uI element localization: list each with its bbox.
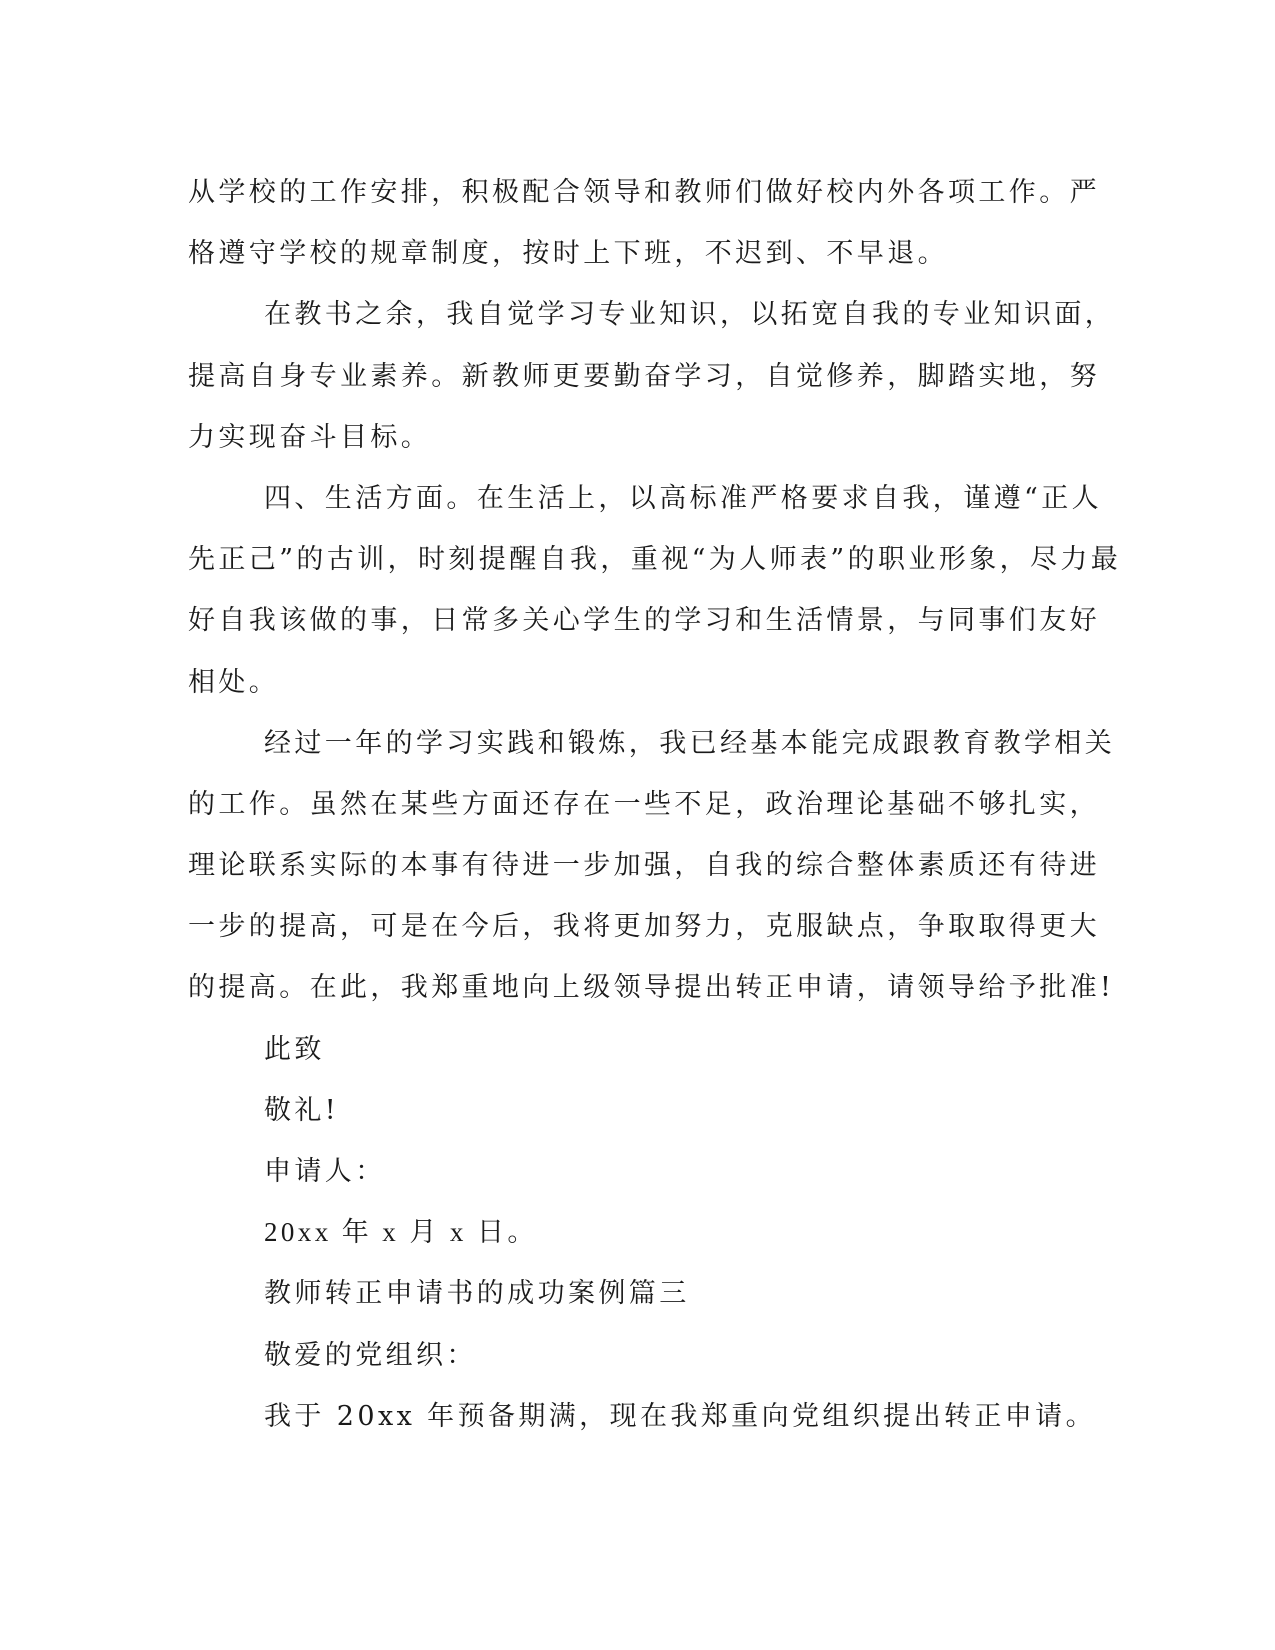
text-line: 在教书之余，我自觉学习专业知识，以拓宽自我的专业知识面， <box>264 299 1116 331</box>
text-line: 的提高。在此，我郑重地向上级领导提出转正申请，请领导给予批准! <box>188 972 1115 1004</box>
applicant-label: 申请人： <box>264 1156 386 1187</box>
text-line: 的工作。虽然在某些方面还存在一些不足，政治理论基础不够扎实， <box>188 788 1100 820</box>
text-line: 格遵守学校的规章制度，按时上下班，不迟到、不早退。 <box>188 238 948 270</box>
text-line: 经过一年的学习实践和锻炼，我已经基本能完成跟教育教学相关 <box>264 727 1116 759</box>
text-line: 相处。 <box>188 666 280 698</box>
text-line: 好自我该做的事，日常多关心学生的学习和生活情景，与同事们友好 <box>188 605 1100 637</box>
section-title: 教师转正申请书的成功案例篇三 <box>264 1278 690 1310</box>
text-line: 理论联系实际的本事有待进一步加强，自我的综合整体素质还有待进 <box>188 850 1100 882</box>
text-line: 力实现奋斗目标。 <box>188 421 432 453</box>
text-line: 从学校的工作安排，积极配合领导和教师们做好校内外各项工作。严 <box>188 177 1100 208</box>
text-line: 提高自身专业素养。新教师更要勤奋学习，自觉修养，脚踏实地，努 <box>188 360 1100 392</box>
closing-line: 此致 <box>264 1033 325 1065</box>
date-line: 20xx 年 x 月 x 日。 <box>264 1217 538 1248</box>
text-line: 先正己”的古训，时刻提醒自我，重视“为人师表”的职业形象，尽力最 <box>188 544 1122 576</box>
text-line: 我于 20xx 年预备期满，现在我郑重向党组织提出转正申请。 <box>264 1400 1096 1432</box>
document-body <box>188 162 1122 1447</box>
section-heading-line: 四、生活方面。在生活上，以高标准严格要求自我，谨遵“正人 <box>264 482 1103 514</box>
text-line: 一步的提高，可是在今后，我将更加努力，克服缺点，争取取得更大 <box>188 911 1100 943</box>
salutation-line: 敬礼! <box>264 1094 340 1126</box>
addressee-line: 敬爱的党组织： <box>264 1339 477 1371</box>
